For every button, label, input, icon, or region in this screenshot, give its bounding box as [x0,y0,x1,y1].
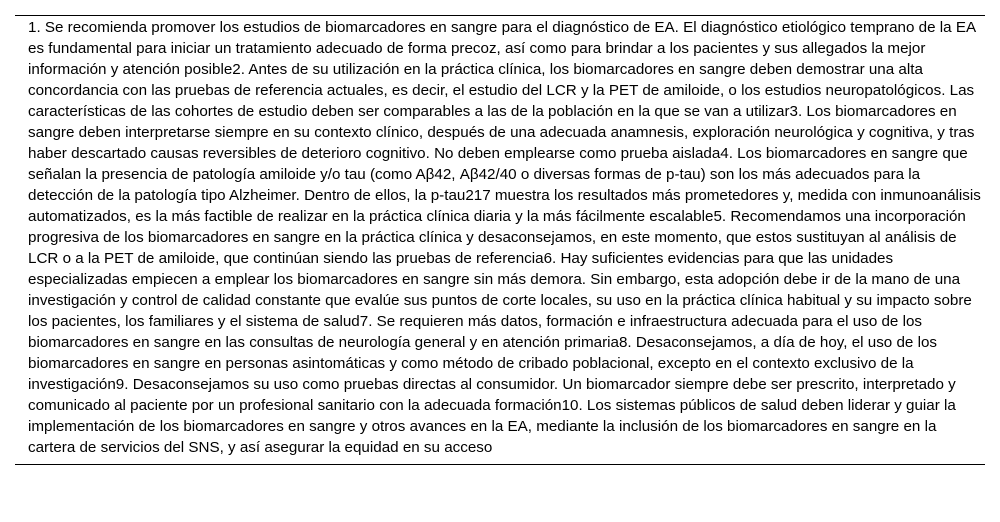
bottom-rule [15,464,985,465]
recommendations-cell: 1. Se recomienda promover los estudios de biomarcadores en sangre para el diagnóstico de EA. El diagnóstico etiológico temprano de la EA es fundamental para iniciar un tratamiento adecuado de forma precoz, así como para brindar a los pacientes y sus allegados la mejor información y atención posible2. Antes de su utilización en la práctica clínica, los biomarcadores en sangre deben demostrar una alta concordancia con las pruebas de referencia actuales, es decir, el estudio del LCR y la PET de amiloide, o los estudios neuropatológicos. Las características de las cohortes de estudio deben ser comparables a las de la población en la que se van a utilizar3. Los biomarcadores en sangre deben interpretarse siempre en su contexto clínico, después de una adecuada anamnesis, exploración neurológica y cognitiva, y tras haber descartado causas reversibles de deterioro cognitivo. No deben emplearse como prueba aislada4. Los biomarcadores en sangre que señalan la presencia de patología amiloide y/o tau (como Aβ42, Aβ42/40 o diversas formas de p-tau) son los más adecuados para la detección de la patología tipo Alzheimer. Dentro de ellos, la p-tau217 muestra los resultados más prometedores y, medida con inmunoanálisis automatizados, es la más factible de realizar en la práctica clínica diaria y la más fácilmente escalable5. Recomendamos una incorporación progresiva de los biomarcadores en sangre en la práctica clínica y desaconsejamos, en este momento, que estos sustituyan al análisis de LCR o a la PET de amiloide, que continúan siendo las pruebas de referencia6. Hay suficientes evidencias para que las unidades especializadas empiecen a emplear los biomarcadores en sangre sin más demora. Sin embargo, esta adopción debe ir de la mano de una investigación y control de calidad constante que evalúe sus puntos de corte locales, su uso en la práctica clínica habitual y su impacto sobre los pacientes, los familiares y el sistema de salud7. Se requieren más datos, formación e infraestructura adecuada para el uso de los biomarcadores en sangre en las consultas de neurología general y en atención primaria8. Desaconsejamos, a día de hoy, el uso de los biomarcadores en sangre en personas asintomáticas y como método de cribado poblacional, excepto en el contexto exclusivo de la investigación9. Desaconsejamos su uso como pruebas directas al consumidor. Un biomarcador siempre debe ser prescrito, interpretado y comunicado al paciente por un profesional sanitario con la adecuada formación10. Los sistemas públicos de salud deben liderar y guiar la implementación de los biomarcadores en sangre y otros avances en la EA, mediante la inclusión de los biomarcadores en sangre en la cartera de servicios del SNS, y así asegurar la equidad en su acceso [28,19,981,456]
recommendations-table [15,15,985,465]
